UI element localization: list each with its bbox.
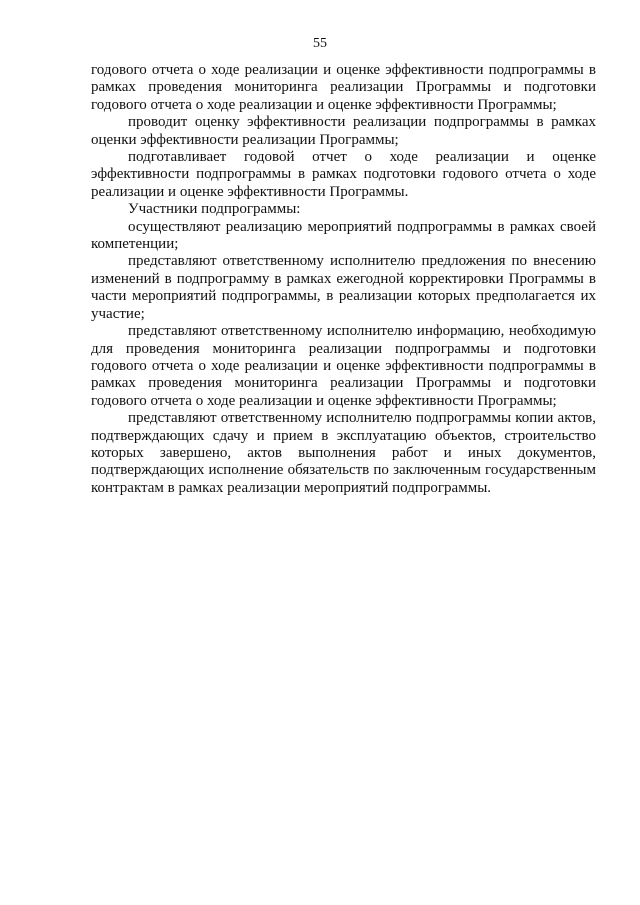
paragraph: представляют ответственному исполнителю информацию, необходимую для проведения мониторинга реализации подпрограммы и подготовки годового отчета о ходе реализации и оценке эффективности подпрограммы в рамках проведения мониторинга реализации Программы и подготовки годового отчета о ходе реализации и оценке эффективности Программы;: [91, 323, 596, 409]
paragraph: представляют ответственному исполнителю предложения по внесению изменений в подпрограмму в рамках ежегодной корректировки Программы в части мероприятий подпрограммы, в реализации которых предполагается их участие;: [91, 253, 596, 322]
paragraph: подготавливает годовой отчет о ходе реализации и оценке эффективности подпрограммы в рамках подготовки годового отчета о ходе реализации и оценке эффективности Программы.: [91, 149, 596, 200]
paragraph: представляют ответственному исполнителю подпрограммы копии актов, подтверждающих сдачу и прием в эксплуатацию объектов, строительство которых завершено, актов выполнения работ и иных документов, подтверждающих исполнение обязательств по заключенным государственным контрактам в рамках реализации мероприятий подпрограммы.: [91, 410, 596, 496]
section-heading: Участники подпрограммы:: [128, 201, 301, 218]
paragraph: проводит оценку эффективности реализации подпрограммы в рамках оценки эффективности реализации Программы;: [91, 114, 596, 148]
paragraph-continuation: годового отчета о ходе реализации и оценке эффективности подпрограммы в рамках проведения мониторинга реализации Программы и подготовки годового отчета о ходе реализации и оценке эффективности Программы;: [91, 62, 596, 113]
page-number: 55: [313, 36, 327, 51]
paragraph: осуществляют реализацию мероприятий подпрограммы в рамках своей компетенции;: [91, 218, 596, 253]
document-body: [91, 62, 596, 497]
